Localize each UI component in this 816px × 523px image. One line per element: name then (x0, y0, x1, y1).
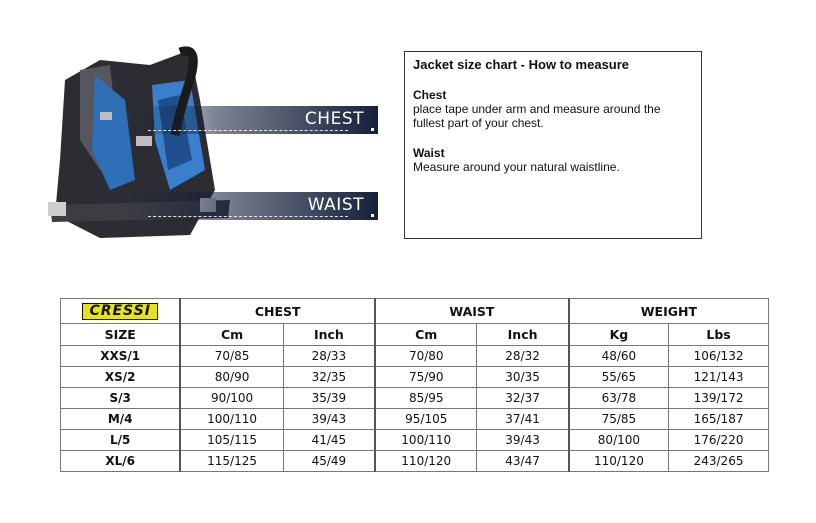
unit-header: Inch (283, 324, 375, 346)
waist-dash (148, 216, 348, 217)
table-cell: 37/41 (477, 409, 569, 430)
table-cell: 63/78 (569, 388, 669, 409)
unit-header: Cm (375, 324, 477, 346)
table-cell: 85/95 (375, 388, 477, 409)
table-cell: 30/35 (477, 367, 569, 388)
size-cell: S/3 (61, 388, 181, 409)
table-cell: 70/80 (375, 346, 477, 367)
unit-header: Cm (180, 324, 283, 346)
size-cell: XXS/1 (61, 346, 181, 367)
table-cell: 243/265 (669, 451, 769, 472)
table-cell: 90/100 (180, 388, 283, 409)
table-cell: 43/47 (477, 451, 569, 472)
table-cell: 115/125 (180, 451, 283, 472)
size-header: SIZE (61, 324, 181, 346)
table-cell: 28/33 (283, 346, 375, 367)
size-cell: M/4 (61, 409, 181, 430)
waist-term: Waist (413, 146, 445, 160)
table-cell: 39/43 (477, 430, 569, 451)
chest-band (128, 106, 378, 134)
waist-dot (371, 214, 374, 217)
table-cell: 100/110 (375, 430, 477, 451)
table-cell: 95/105 (375, 409, 477, 430)
table-cell: 110/120 (375, 451, 477, 472)
waist-instruction: Measure around your natural waistline. (413, 160, 620, 174)
table-cell: 110/120 (569, 451, 669, 472)
waist-band-label: WAIST (307, 195, 364, 215)
table-cell: 176/220 (669, 430, 769, 451)
table-row (61, 409, 769, 430)
unit-header: Lbs (669, 324, 769, 346)
table-row (61, 451, 769, 472)
chest-band-label: CHEST (304, 109, 364, 129)
unit-header: Kg (569, 324, 669, 346)
table-row (61, 430, 769, 451)
table-cell: 39/43 (283, 409, 375, 430)
size-cell: L/5 (61, 430, 181, 451)
table-cell: 35/39 (283, 388, 375, 409)
jacket-illustration (40, 40, 364, 250)
table-cell: 32/37 (477, 388, 569, 409)
size-cell: XS/2 (61, 367, 181, 388)
waist-band (128, 192, 378, 220)
chest-instruction: place tape under arm and measure around the fullest part of your chest. (413, 102, 661, 130)
table-cell: 100/110 (180, 409, 283, 430)
cressi-logo: CRESSI (82, 303, 158, 320)
table-row (61, 367, 769, 388)
table-row (61, 346, 769, 367)
table-cell: 28/32 (477, 346, 569, 367)
unit-header-row (61, 324, 769, 346)
table-cell: 80/90 (180, 367, 283, 388)
unit-header: Inch (477, 324, 569, 346)
info-title: Jacket size chart - How to measure (413, 57, 630, 72)
group-header-weight: WEIGHT (569, 299, 769, 324)
group-header-waist: WAIST (375, 299, 569, 324)
table-cell: 32/35 (283, 367, 375, 388)
size-cell: XL/6 (61, 451, 181, 472)
table-cell: 55/65 (569, 367, 669, 388)
how-to-measure-box (404, 51, 702, 239)
table-cell: 105/115 (180, 430, 283, 451)
table-row (61, 388, 769, 409)
table-cell: 70/85 (180, 346, 283, 367)
table-cell: 48/60 (569, 346, 669, 367)
chest-dash (148, 130, 348, 131)
table-cell: 80/100 (569, 430, 669, 451)
table-cell: 45/49 (283, 451, 375, 472)
chest-term: Chest (413, 88, 447, 102)
group-header-chest: CHEST (180, 299, 375, 324)
table-cell: 165/187 (669, 409, 769, 430)
table-cell: 75/90 (375, 367, 477, 388)
table-cell: 139/172 (669, 388, 769, 409)
table-cell: 121/143 (669, 367, 769, 388)
table-cell: 41/45 (283, 430, 375, 451)
table-cell: 106/132 (669, 346, 769, 367)
chest-dot (371, 128, 374, 131)
brand-cell (61, 299, 181, 324)
size-chart-table (60, 298, 769, 472)
group-header-row (61, 299, 769, 324)
table-cell: 75/85 (569, 409, 669, 430)
